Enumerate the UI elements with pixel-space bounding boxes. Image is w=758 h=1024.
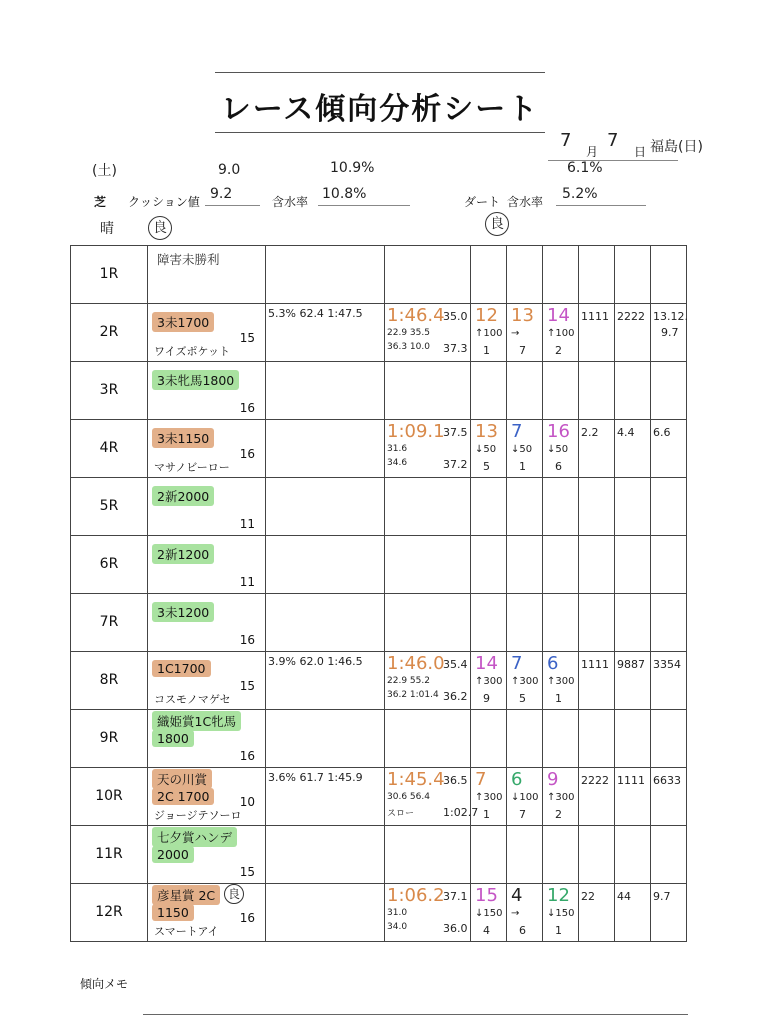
finish-horse-number: 4 <box>511 885 523 906</box>
split-c: 36.0 <box>443 922 468 935</box>
dirt-moisture-rule <box>556 205 646 206</box>
note-cell <box>579 768 615 826</box>
finish-position: 2 <box>555 344 562 357</box>
split-b: 34.6 <box>387 458 408 468</box>
race-row <box>71 652 687 710</box>
popularity-move: ↓50 <box>511 444 533 455</box>
turf-condition: 良 <box>148 216 172 240</box>
field-size: 15 <box>239 679 255 693</box>
page-title: レース傾向分析シート <box>220 92 540 127</box>
race-number-cell <box>71 594 148 652</box>
popularity-move: ↓50 <box>547 444 569 455</box>
race-time: 1:09.1 <box>387 421 445 442</box>
note-cell <box>543 362 579 420</box>
note-cell <box>385 768 479 826</box>
note-cell <box>579 246 615 304</box>
note-cell <box>651 420 687 478</box>
split-c: 1:02.7 <box>443 806 479 819</box>
lap-notes: 3.6% 61.7 1:45.9 <box>268 771 363 784</box>
note-cell <box>651 710 687 768</box>
race-time: 1:46.4 <box>387 305 445 326</box>
note-cell <box>507 652 543 710</box>
race-number: 4R <box>99 440 119 456</box>
date-month-unit: 月 <box>586 145 599 159</box>
race-row <box>71 710 687 768</box>
race-row <box>71 304 687 362</box>
race-number-cell <box>71 652 148 710</box>
note-cell <box>385 478 471 536</box>
race-number-cell <box>71 536 148 594</box>
weather: 晴 <box>100 221 114 237</box>
note-cell <box>471 768 507 826</box>
note-cell <box>385 826 471 884</box>
memo-label: 傾向メモ <box>80 977 129 991</box>
turf-moisture-label: 含水率 <box>272 195 309 209</box>
split-c: 37.2 <box>443 458 468 471</box>
lap-notes: 5.3% 62.4 1:47.5 <box>268 307 363 320</box>
race-name: 彦星賞 2C <box>152 885 220 905</box>
field-size: 11 <box>239 517 255 531</box>
field-size: 10 <box>239 795 255 809</box>
race-name-2: 1150 <box>152 904 194 921</box>
passing-order-2: 9887 <box>617 658 645 671</box>
finish-horse-number: 9 <box>547 769 559 790</box>
title-top-rule <box>215 72 545 73</box>
note-cell <box>579 420 615 478</box>
note-cell <box>543 536 579 594</box>
passing-order-3: 6633 <box>653 774 681 787</box>
dirt-moisture-top: 6.1% <box>567 160 603 176</box>
finish-horse-number: 6 <box>511 769 523 790</box>
note-cell <box>615 768 651 826</box>
winner-horse: ジョージテソーロ <box>154 809 242 822</box>
last-3f: 35.0 <box>443 310 468 323</box>
note-cell <box>615 362 651 420</box>
note-cell <box>651 768 687 826</box>
finish-position: 7 <box>519 344 526 357</box>
finish-position: 5 <box>483 460 490 473</box>
passing-order-3: 6.6 <box>653 426 671 439</box>
race-info-cell <box>148 304 266 362</box>
passing-order-2: 1111 <box>617 774 645 787</box>
note-cell <box>579 652 615 710</box>
popularity-move: ↑100 <box>475 328 503 339</box>
finish-horse-number: 16 <box>547 421 570 442</box>
race-name: 七夕賞ハンデ <box>152 827 237 847</box>
race-row <box>71 884 687 942</box>
note-cell <box>471 362 507 420</box>
split-b: スロー <box>387 809 415 819</box>
race-time: 1:46.0 <box>387 653 445 674</box>
popularity-move: ↓150 <box>475 908 503 919</box>
turf-moisture-top: 10.9% <box>330 160 375 176</box>
race-row <box>71 826 687 884</box>
popularity-move: ↑300 <box>547 676 575 687</box>
finish-horse-number: 12 <box>475 305 498 326</box>
finish-position: 6 <box>555 460 562 473</box>
note-cell <box>615 710 651 768</box>
last-3f: 36.5 <box>443 774 468 787</box>
note-cell <box>266 304 385 362</box>
race-info-cell <box>148 362 266 420</box>
passing-order-2: 2222 <box>617 310 645 323</box>
note-cell <box>579 478 615 536</box>
turf-moisture-bottom: 10.8% <box>322 186 367 202</box>
note-cell <box>385 884 471 942</box>
race-name: 2新2000 <box>152 486 214 506</box>
field-size: 15 <box>239 331 255 345</box>
field-size: 16 <box>239 447 255 461</box>
passing-order: 2.2 <box>581 426 599 439</box>
race-number-cell <box>71 246 148 304</box>
note-cell <box>266 420 385 478</box>
race-number: 11R <box>95 846 123 862</box>
popularity-move: ↑100 <box>547 328 575 339</box>
popularity-move: ↓100 <box>511 792 539 803</box>
note-cell <box>507 826 543 884</box>
split-a: 22.9 55.2 <box>387 676 430 686</box>
note-cell <box>266 536 385 594</box>
passing-order: 22 <box>581 890 595 903</box>
race-name: 1C1700 <box>152 660 211 677</box>
note-cell <box>615 478 651 536</box>
race-info-cell <box>148 420 266 478</box>
note-cell <box>543 884 579 942</box>
note-cell <box>615 884 651 942</box>
passing-order-3: 3354 <box>653 658 681 671</box>
note-cell <box>266 362 385 420</box>
finish-horse-number: 6 <box>547 653 559 674</box>
note-cell <box>651 362 687 420</box>
race-table <box>70 245 687 942</box>
note-cell <box>651 536 687 594</box>
race-row <box>71 246 687 304</box>
note-cell <box>651 304 687 362</box>
popularity-move: ↓150 <box>547 908 575 919</box>
race-number-cell <box>71 768 148 826</box>
note-cell <box>543 768 579 826</box>
finish-horse-number: 7 <box>511 421 523 442</box>
finish-horse-number: 13 <box>475 421 498 442</box>
note-cell <box>579 884 615 942</box>
note-cell <box>385 710 471 768</box>
race-name-2: 2C 1700 <box>152 788 214 805</box>
note-cell <box>579 710 615 768</box>
race-number: 7R <box>99 614 119 630</box>
note-cell <box>385 246 471 304</box>
memo-rule <box>143 1014 688 1015</box>
split-a: 31.0 <box>387 908 408 918</box>
note-cell <box>385 304 471 362</box>
note-cell <box>266 652 385 710</box>
turf-label: 芝 <box>94 195 107 209</box>
title-bottom-rule <box>215 132 545 133</box>
note-cell <box>471 420 507 478</box>
note-cell <box>471 652 507 710</box>
note-cell <box>507 478 543 536</box>
race-row <box>71 478 687 536</box>
note-cell <box>385 420 471 478</box>
winner-horse: ワイズポケット <box>154 345 231 358</box>
note-cell <box>266 478 385 536</box>
note-cell <box>266 826 385 884</box>
dirt-moisture-bottom: 5.2% <box>562 186 598 202</box>
sat-mark: (土) <box>92 163 117 179</box>
date-day-unit: 日 <box>634 145 647 159</box>
field-size: 11 <box>239 575 255 589</box>
split-a: 30.6 56.4 <box>387 792 430 802</box>
finish-horse-number: 14 <box>547 305 570 326</box>
note-cell <box>471 246 507 304</box>
passing-order-3: 13.12. <box>653 310 688 323</box>
finish-position: 2 <box>555 808 562 821</box>
race-name: 織姫賞1C牝馬 <box>152 711 241 731</box>
note-cell <box>507 710 543 768</box>
race-name: 3未1200 <box>152 602 214 622</box>
dirt-label: ダート <box>464 195 501 209</box>
finish-horse-number: 14 <box>475 653 498 674</box>
race-number: 5R <box>99 498 119 514</box>
race-number-cell <box>71 362 148 420</box>
note-cell <box>579 594 615 652</box>
note-cell <box>579 826 615 884</box>
field-size: 16 <box>239 749 255 763</box>
popularity-move: ↓50 <box>475 444 497 455</box>
note-cell <box>543 304 579 362</box>
field-size: 15 <box>239 865 255 879</box>
finish-horse-number: 7 <box>511 653 523 674</box>
finish-horse-number: 13 <box>511 305 534 326</box>
race-name-2: 1800 <box>152 730 194 747</box>
popularity-move: → <box>511 328 520 339</box>
note-cell <box>651 594 687 652</box>
passing-order-2: 44 <box>617 890 631 903</box>
finish-horse-number: 12 <box>547 885 570 906</box>
note-cell <box>651 826 687 884</box>
race-name: 3未牝馬1800 <box>152 370 239 390</box>
note-cell <box>507 884 543 942</box>
split-b: 34.0 <box>387 922 408 932</box>
note-cell <box>507 768 543 826</box>
note-cell <box>507 304 543 362</box>
note-cell <box>266 594 385 652</box>
race-name: 3未1700 <box>152 312 214 332</box>
race-number-cell <box>71 884 148 942</box>
cushion-top: 9.0 <box>218 162 241 178</box>
date-month: 7 <box>560 130 572 151</box>
note-cell <box>471 594 507 652</box>
note-cell <box>543 246 579 304</box>
finish-position: 1 <box>519 460 526 473</box>
turf-moisture-rule <box>318 205 410 206</box>
note-cell <box>385 652 471 710</box>
race-row <box>71 594 687 652</box>
split-b: 36.3 10.0 <box>387 342 430 352</box>
race-row <box>71 536 687 594</box>
popularity-move: ↑300 <box>511 676 539 687</box>
winner-horse: コスモノマゲセ <box>154 693 231 706</box>
cushion-bottom: 9.2 <box>210 186 233 202</box>
note-cell <box>615 826 651 884</box>
date-venue: 福島(日) <box>650 139 703 155</box>
last-3f: 37.5 <box>443 426 468 439</box>
race-info-cell <box>148 478 266 536</box>
note-cell <box>507 536 543 594</box>
note-cell <box>651 478 687 536</box>
note-cell <box>385 594 471 652</box>
note-cell <box>507 420 543 478</box>
popularity-move: ↑300 <box>475 676 503 687</box>
race-row <box>71 420 687 478</box>
note-cell <box>615 246 651 304</box>
dirt-moisture-label: 含水率 <box>507 195 544 209</box>
split-c: 36.2 <box>443 690 468 703</box>
note-cell <box>543 420 579 478</box>
note-cell <box>579 536 615 594</box>
finish-position: 9 <box>483 692 490 705</box>
passing-order: 1111 <box>581 658 609 671</box>
race-info-cell <box>148 826 266 884</box>
note-cell <box>651 246 687 304</box>
lap-notes: 3.9% 62.0 1:46.5 <box>268 655 363 668</box>
note-cell <box>266 884 385 942</box>
note-cell <box>543 652 579 710</box>
note-cell <box>615 304 651 362</box>
finish-position: 4 <box>483 924 490 937</box>
passing-order: 2222 <box>581 774 609 787</box>
note-cell <box>651 884 687 942</box>
cushion-rule <box>205 205 260 206</box>
cushion-label: クッション値 <box>128 195 200 209</box>
note-cell <box>266 246 385 304</box>
race-name-2: 2000 <box>152 846 194 863</box>
note-cell <box>471 884 507 942</box>
finish-position: 1 <box>483 808 490 821</box>
race-name: 2新1200 <box>152 544 214 564</box>
race-time: 1:06.2 <box>387 885 445 906</box>
note-cell <box>507 246 543 304</box>
finish-position: 7 <box>519 808 526 821</box>
note-cell <box>651 652 687 710</box>
odds: 9.7 <box>661 326 679 339</box>
split-a: 22.9 35.5 <box>387 328 430 338</box>
race-row <box>71 768 687 826</box>
note-cell <box>266 710 385 768</box>
field-size: 16 <box>239 633 255 647</box>
passing-order: 1111 <box>581 310 609 323</box>
passing-order-2: 4.4 <box>617 426 635 439</box>
race-number: 3R <box>99 382 119 398</box>
race-name: 天の川賞 <box>152 769 212 789</box>
race-number: 12R <box>95 904 123 920</box>
split-c: 37.3 <box>443 342 468 355</box>
note-cell <box>385 362 471 420</box>
race-number: 9R <box>99 730 119 746</box>
race-info-cell <box>148 768 266 826</box>
note-cell <box>471 710 507 768</box>
race-number: 6R <box>99 556 119 572</box>
race-number-cell <box>71 304 148 362</box>
race-info-cell <box>148 652 266 710</box>
finish-horse-number: 15 <box>475 885 498 906</box>
note-cell <box>543 478 579 536</box>
dirt-condition: 良 <box>485 212 509 236</box>
finish-position: 1 <box>483 344 490 357</box>
race-number-cell <box>71 420 148 478</box>
race-condition-mark: 良 <box>224 884 244 904</box>
winner-horse: スマートアイ <box>154 925 219 938</box>
field-size: 16 <box>239 401 255 415</box>
note-cell <box>579 304 615 362</box>
date-day: 7 <box>607 130 619 151</box>
race-row <box>71 362 687 420</box>
note-cell <box>615 652 651 710</box>
race-number: 2R <box>99 324 119 340</box>
note-cell <box>507 362 543 420</box>
note-cell <box>543 594 579 652</box>
finish-position: 5 <box>519 692 526 705</box>
race-number-cell <box>71 710 148 768</box>
race-time: 1:45.4 <box>387 769 445 790</box>
race-info-cell <box>148 710 266 768</box>
finish-position: 1 <box>555 924 562 937</box>
split-a: 31.6 <box>387 444 408 454</box>
race-info-cell <box>148 884 266 942</box>
race-number: 1R <box>99 266 119 282</box>
popularity-move: → <box>511 908 520 919</box>
note-cell <box>543 710 579 768</box>
race-number: 10R <box>95 788 123 804</box>
popularity-move: ↑300 <box>475 792 503 803</box>
note-cell <box>543 826 579 884</box>
field-size: 16 <box>239 911 255 925</box>
note-cell <box>471 826 507 884</box>
race-info-cell <box>148 246 266 304</box>
note-cell <box>615 536 651 594</box>
note-cell <box>615 420 651 478</box>
passing-order-3: 9.7 <box>653 890 671 903</box>
race-number: 8R <box>99 672 119 688</box>
race-info-cell <box>148 594 266 652</box>
finish-horse-number: 7 <box>475 769 487 790</box>
note-cell <box>471 536 507 594</box>
note-cell <box>385 536 471 594</box>
note-cell <box>266 768 385 826</box>
race-number-cell <box>71 478 148 536</box>
race-info-cell <box>148 536 266 594</box>
last-3f: 35.4 <box>443 658 468 671</box>
last-3f: 37.1 <box>443 890 468 903</box>
race-number-cell <box>71 826 148 884</box>
note-cell <box>471 478 507 536</box>
note-cell <box>507 594 543 652</box>
split-b: 36.2 1:01.4 <box>387 690 439 700</box>
race-name: 障害未勝利 <box>157 252 220 267</box>
popularity-move: ↑300 <box>547 792 575 803</box>
note-cell <box>615 594 651 652</box>
finish-position: 1 <box>555 692 562 705</box>
race-name: 3未1150 <box>152 428 214 448</box>
note-cell <box>471 304 507 362</box>
note-cell <box>579 362 615 420</box>
finish-position: 6 <box>519 924 526 937</box>
winner-horse: マサノビーロー <box>154 461 230 474</box>
